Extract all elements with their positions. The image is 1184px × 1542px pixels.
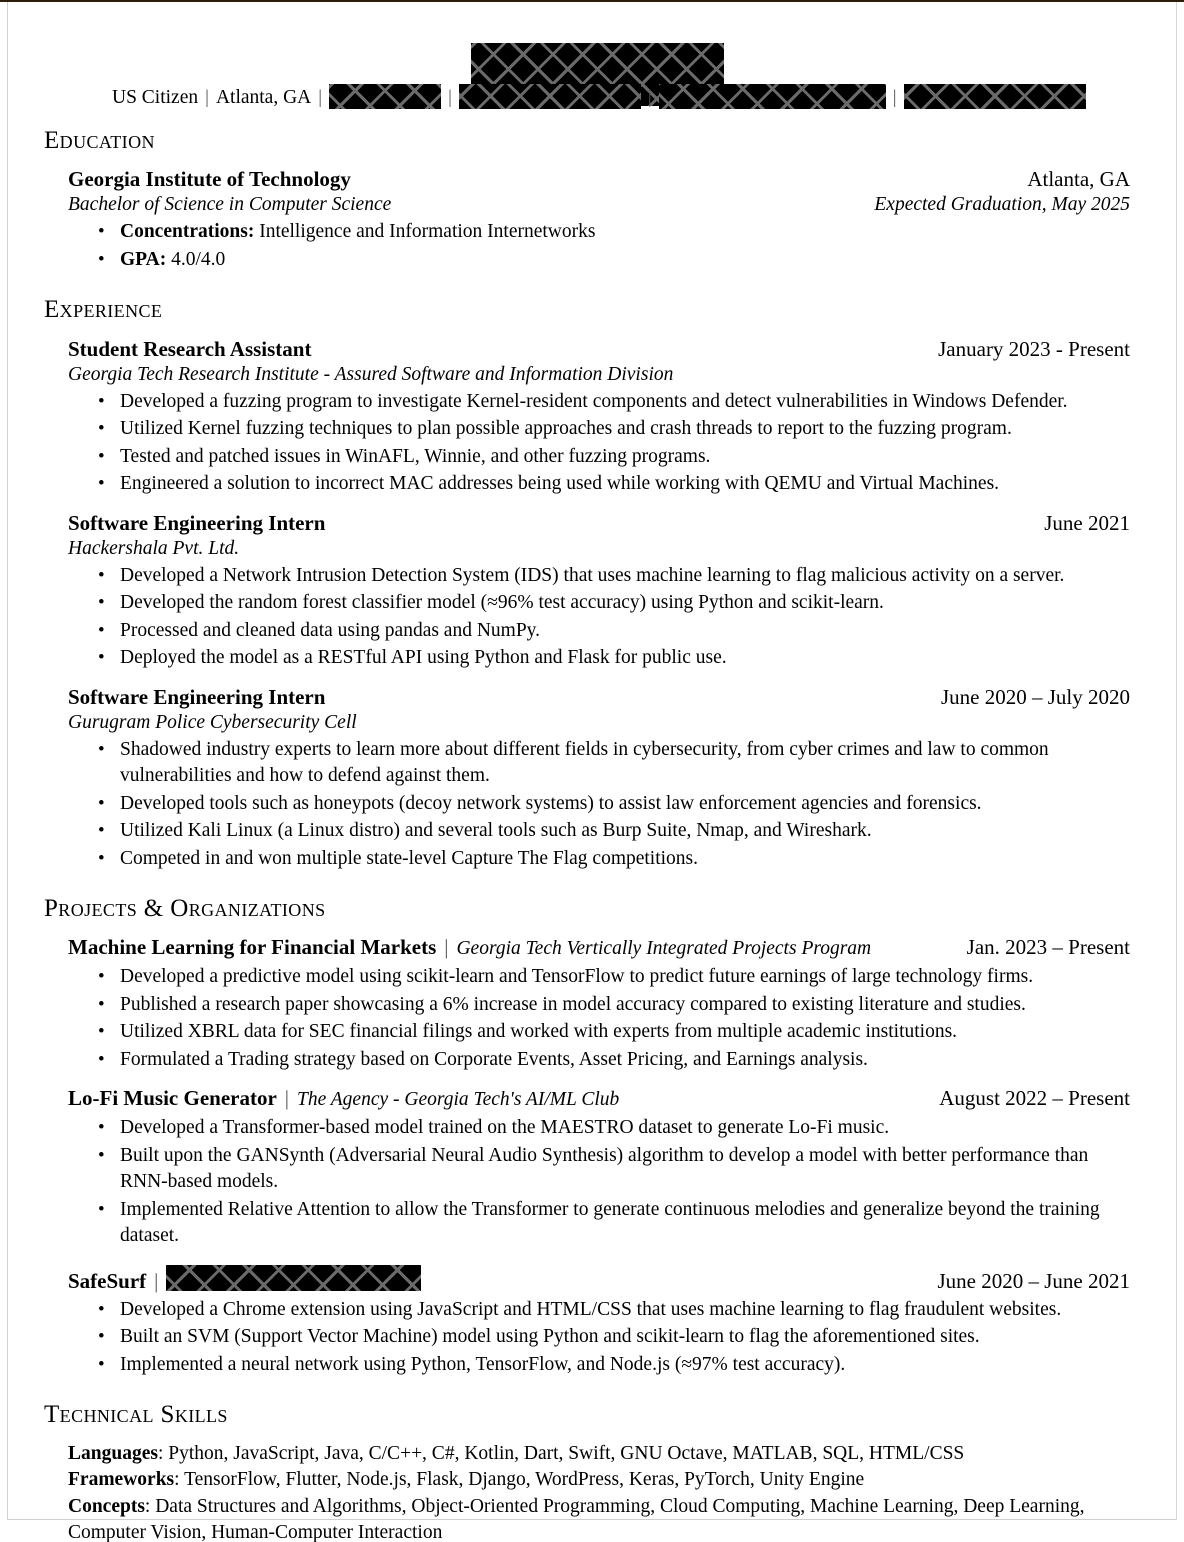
list-item: • Deployed the model as a RESTful API using Python and Flask for public use. [68, 645, 1130, 672]
experience-entry [0, 510, 1184, 672]
education-bullet-list [68, 219, 1130, 273]
experience-entry-head [68, 336, 1130, 362]
skill-label: Languages [68, 1442, 158, 1464]
resume-header [0, 0, 1184, 108]
contact-separator-4: | [647, 87, 652, 108]
list-item: • Developed a Chrome extension using JavaScript and HTML/CSS that uses machine learning to flag fraudulent websites. [68, 1297, 1130, 1324]
experience-role: Software Engineering Intern [68, 684, 326, 709]
project-organization: Georgia Tech Vertically Integrated Projects Program [456, 938, 872, 960]
list-item: • Formulated a Trading strategy based on Corporate Events, Asset Pricing, and Earnings analysis. [68, 1047, 1130, 1074]
list-item: • Competed in and won multiple state-level Capture The Flag competitions. [68, 846, 1130, 873]
project-name: SafeSurf [68, 1268, 147, 1293]
bullet-text: 4.0/4.0 [166, 248, 226, 270]
skill-row-languages [68, 1441, 1130, 1468]
experience-entry [0, 336, 1184, 498]
project-entry [0, 1085, 1184, 1250]
skill-value: : Data Structures and Algorithms, Object-Oriented Programming, Cloud Computing, Machine Learning, Deep Learning, Computer Vision, Human-Computer Interaction [68, 1495, 1085, 1542]
education-entry [0, 166, 1184, 273]
citizenship-text: US Citizen [112, 87, 199, 108]
list-item: • Utilized Kernel fuzzing techniques to plan possible approaches and crash threads to report to the fuzzing program. [68, 416, 1130, 443]
section-title-experience: Experience [44, 296, 163, 324]
project-bullet-list [68, 1115, 1130, 1250]
project-entry [0, 1262, 1184, 1379]
contact-separator-3: | [448, 87, 452, 108]
list-item: • Shadowed industry experts to learn more about different fields in cybersecurity, from cyber crimes and law to common vulnerabilities and how to defend against them. [68, 737, 1130, 790]
list-item: • Built upon the GANSynth (Adversarial Neural Audio Synthesis) algorithm to develop a model with better performance than RNN-based models. [68, 1143, 1130, 1196]
skill-row-frameworks [68, 1467, 1130, 1494]
section-title-education: Education [44, 127, 155, 154]
project-name: Lo-Fi Music Generator [68, 1086, 277, 1111]
experience-organization: Gurugram Police Cybersecurity Cell [68, 711, 357, 733]
bullet-text: Intelligence and Information Internetworks [254, 221, 596, 243]
experience-entry [0, 684, 1184, 873]
project-entry-head [68, 1262, 1130, 1295]
project-entry [0, 934, 1184, 1073]
list-item: • Implemented a neural network using Python, TensorFlow, and Node.js (≈97% test accuracy). [68, 1352, 1130, 1379]
location-text: Atlanta, GA [215, 87, 312, 108]
project-separator: | [154, 1268, 159, 1293]
redacted-contact-github [904, 84, 1086, 109]
list-item: • Engineered a solution to incorrect MAC addresses being used while working with QEMU and Virtual Machines. [68, 471, 1130, 498]
contact-line [112, 84, 1086, 109]
project-date: June 2020 – June 2021 [937, 1268, 1130, 1293]
list-item: • Developed a fuzzing program to investigate Kernel-resident components and detect vulnerabilities in Windows Defender. [68, 389, 1130, 416]
skills-body [0, 1441, 1184, 1542]
list-item: • Built an SVM (Support Vector Machine) model using Python and scikit-learn to flag the aforementioned sites. [68, 1324, 1130, 1351]
redacted-contact-email [459, 84, 641, 109]
experience-date: January 2023 - Present [938, 336, 1130, 361]
project-entry-head [68, 934, 1130, 962]
project-date: August 2022 – Present [939, 1086, 1130, 1111]
education-location: Atlanta, GA [1027, 167, 1130, 192]
list-item [68, 247, 1130, 274]
list-item: • Developed the random forest classifier model (≈96% test accuracy) using Python and scikit-learn. [68, 590, 1130, 617]
list-item: • Published a research paper showcasing a 6% increase in model accuracy compared to existing literature and studies. [68, 992, 1130, 1019]
experience-bullet-list [68, 563, 1130, 672]
section-title-projects: Projects & Organizations [44, 895, 326, 922]
list-item: • Implemented Relative Attention to allow the Transformer to generate continuous melodies and generalize beyond the training dataset. [68, 1197, 1130, 1250]
project-name: Machine Learning for Financial Markets [68, 935, 437, 960]
list-item: • Developed a predictive model using scikit-learn and TensorFlow to predict future earnings of large technology firms. [68, 964, 1130, 991]
skill-row-concepts [68, 1494, 1130, 1542]
skill-value: : Python, JavaScript, Java, C/C++, C#, Kotlin, Dart, Swift, GNU Octave, MATLAB, SQL, HTML/CSS [157, 1442, 965, 1464]
project-separator: | [444, 935, 449, 960]
redacted-contact-linkedin [659, 84, 886, 109]
education-entry-head [68, 166, 1130, 192]
education-graduation-date: Expected Graduation, May 2025 [874, 194, 1130, 216]
list-item: • Tested and patched issues in WinAFL, Winnie, and other fuzzing programs. [68, 444, 1130, 471]
skill-label: Concepts [68, 1495, 145, 1517]
contact-separator-1: | [205, 87, 209, 108]
education-degree: Bachelor of Science in Computer Science [68, 194, 392, 216]
education-degree-row [68, 192, 1130, 217]
skill-value: : TensorFlow, Flutter, Node.js, Flask, Django, WordPress, Keras, PyTorch, Unity Engine [174, 1469, 865, 1490]
project-bullet-list [68, 1297, 1130, 1379]
project-entry-head [68, 1085, 1130, 1113]
section-title-skills: Technical Skills [44, 1401, 228, 1429]
section-experience [0, 297, 1184, 872]
list-item [68, 219, 1130, 246]
list-item: • Utilized Kali Linux (a Linux distro) and several tools such as Burp Suite, Nmap, and Wireshark. [68, 818, 1130, 845]
experience-role: Software Engineering Intern [68, 510, 326, 535]
experience-role: Student Research Assistant [68, 336, 312, 361]
bullet-label: GPA: [120, 248, 167, 270]
education-institution: Georgia Institute of Technology [68, 167, 351, 192]
project-organization: The Agency - Georgia Tech's AI/ML Club [297, 1089, 620, 1111]
list-item: • Developed a Network Intrusion Detection System (IDS) that uses machine learning to flag malicious activity on a server. [68, 563, 1130, 590]
experience-bullet-list [68, 389, 1130, 498]
experience-organization: Hackershala Pvt. Ltd. [68, 537, 240, 559]
contact-separator-5: | [892, 87, 897, 108]
experience-organization: Georgia Tech Research Institute - Assured Software and Information Division [68, 363, 674, 385]
list-item: • Processed and cleaned data using pandas and NumPy. [68, 618, 1130, 645]
section-skills [0, 1402, 1184, 1542]
list-item: • Developed tools such as honeypots (decoy network systems) to assist law enforcement agencies and forensics. [68, 791, 1130, 818]
list-item: • Utilized XBRL data for SEC financial filings and worked with experts from multiple academic institutions. [68, 1019, 1130, 1046]
project-date: Jan. 2023 – Present [966, 935, 1130, 960]
contact-separator-2: | [318, 87, 323, 108]
redacted-contact-phone [329, 84, 441, 109]
redacted-project-organization [166, 1265, 421, 1291]
bullet-label: Concentrations: [120, 221, 255, 243]
experience-entry-head [68, 684, 1130, 710]
section-projects [0, 896, 1184, 1378]
experience-date: June 2021 [1044, 510, 1130, 535]
experience-entry-head [68, 510, 1130, 536]
project-bullet-list [68, 964, 1130, 1073]
section-education [0, 128, 1184, 273]
project-separator: | [284, 1086, 289, 1111]
skill-label: Frameworks [68, 1469, 175, 1490]
list-item: • Developed a Transformer-based model trained on the MAESTRO dataset to generate Lo-Fi music. [68, 1115, 1130, 1142]
experience-bullet-list [68, 737, 1130, 873]
experience-date: June 2020 – July 2020 [941, 684, 1130, 709]
